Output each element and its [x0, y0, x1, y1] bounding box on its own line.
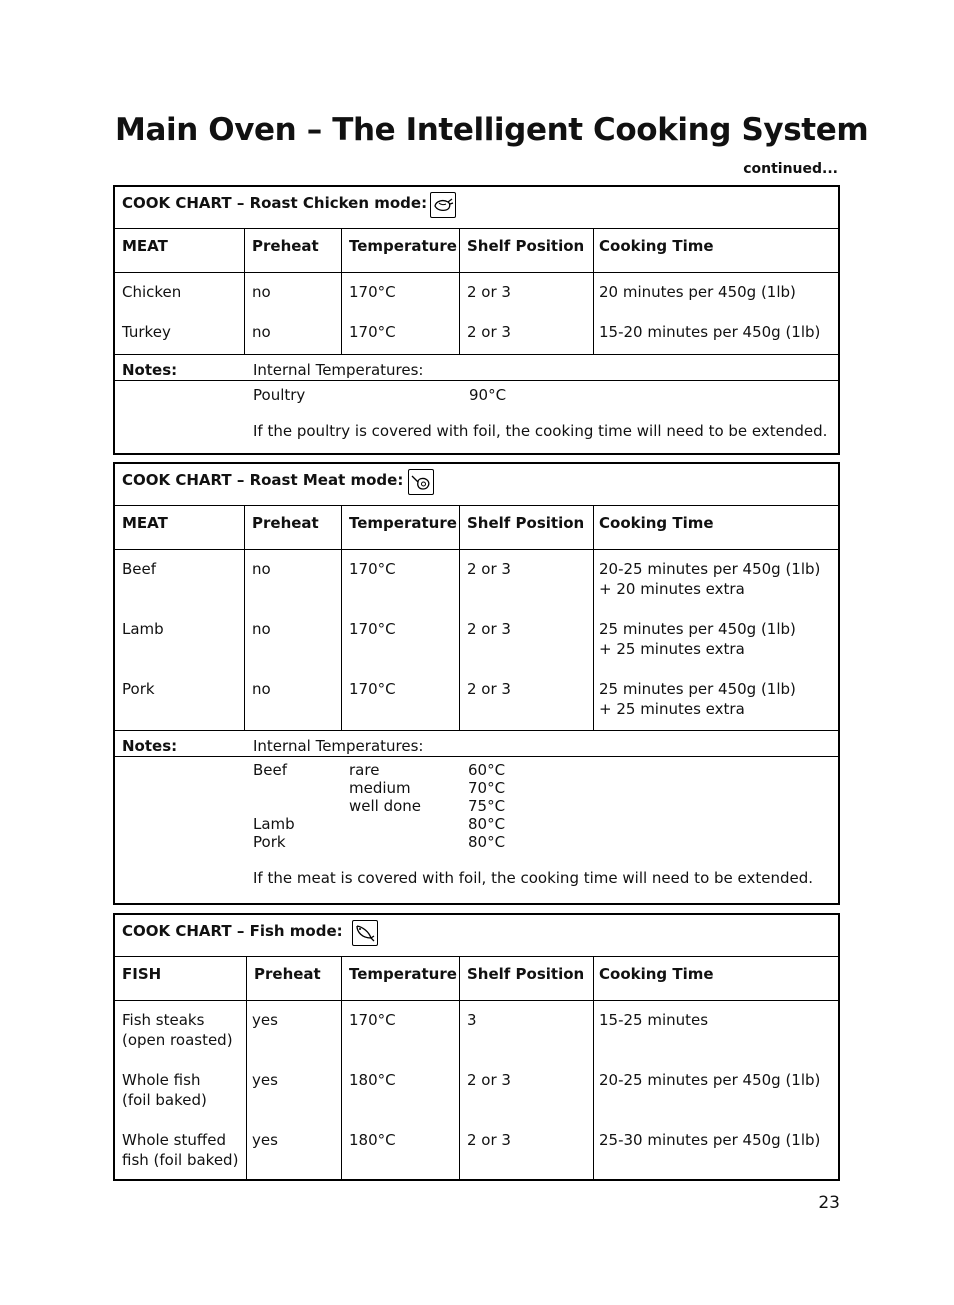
- table-cell: yes: [252, 1071, 278, 1089]
- notes-title: Internal Temperatures:: [253, 361, 424, 379]
- table-header-row: [115, 229, 838, 273]
- table-cell: no: [252, 680, 271, 698]
- beef-label: Beef: [253, 761, 288, 779]
- table-cell: (foil baked): [122, 1091, 207, 1109]
- table-body: [115, 1001, 838, 1181]
- table-cell: 3: [467, 1011, 477, 1029]
- doneness-well-done: well done: [349, 797, 422, 815]
- table-cell: + 20 minutes extra: [599, 580, 745, 598]
- beef-temp-medium: 70°C: [468, 779, 506, 797]
- header-preheat: Preheat: [245, 229, 342, 272]
- roast-meat-mode-icon: [408, 469, 434, 495]
- table-cell: 170°C: [349, 283, 396, 301]
- table-cell: 25 minutes per 450g (1lb): [599, 620, 796, 638]
- table-cell: 170°C: [349, 323, 396, 341]
- notes-body: [115, 381, 838, 453]
- table-cell: yes: [252, 1011, 278, 1029]
- table-cell: 15-20 minutes per 450g (1lb): [599, 323, 821, 341]
- table-cell: + 25 minutes extra: [599, 700, 745, 718]
- roast-meat-chart: [113, 462, 840, 905]
- notes-label: Notes:: [122, 737, 178, 755]
- poultry-temp: 90°C: [469, 386, 507, 404]
- table-cell: 170°C: [349, 560, 396, 578]
- table-cell: 180°C: [349, 1131, 396, 1149]
- table-cell: Beef: [122, 560, 157, 578]
- notes-title: Internal Temperatures:: [253, 737, 424, 755]
- roast-chicken-mode-icon: [430, 192, 456, 218]
- chart-title: COOK CHART – Fish mode:: [122, 922, 343, 940]
- table-body: [115, 550, 838, 730]
- header-fish: FISH: [115, 957, 247, 1000]
- doneness-medium: medium: [349, 779, 411, 797]
- table-cell: no: [252, 620, 271, 638]
- table-cell: Lamb: [122, 620, 164, 638]
- poultry-label: Poultry: [253, 386, 306, 404]
- header-preheat: Preheat: [247, 957, 342, 1000]
- fish-chart: [113, 913, 840, 1181]
- notes-header: [115, 354, 838, 381]
- table-cell: 2 or 3: [467, 680, 511, 698]
- header-shelf-position: Shelf Position: [460, 506, 594, 549]
- header-shelf-position: Shelf Position: [460, 957, 594, 1000]
- table-cell: Chicken: [122, 283, 182, 301]
- table-header-row: [115, 506, 838, 550]
- notes-body: [115, 757, 838, 887]
- table-cell: 20 minutes per 450g (1lb): [599, 283, 796, 301]
- continued-label: continued...: [743, 161, 838, 177]
- header-meat: MEAT: [115, 506, 245, 549]
- table-cell: 2 or 3: [467, 620, 511, 638]
- table-cell: 2 or 3: [467, 1131, 511, 1149]
- table-cell: 25-30 minutes per 450g (1lb): [599, 1131, 821, 1149]
- roast-chicken-chart: [113, 185, 840, 455]
- table-body: [115, 273, 838, 354]
- header-temperature: Temperature: [342, 506, 460, 549]
- table-cell: 20-25 minutes per 450g (1lb): [599, 1071, 821, 1089]
- table-cell: no: [252, 560, 271, 578]
- header-cooking-time: Cooking Time: [599, 965, 714, 983]
- table-cell: 20-25 minutes per 450g (1lb): [599, 560, 821, 578]
- table-cell: 25 minutes per 450g (1lb): [599, 680, 796, 698]
- header-shelf-position: Shelf Position: [460, 229, 594, 272]
- table-cell: Fish steaks: [122, 1011, 205, 1029]
- notes-header: [115, 730, 838, 757]
- table-cell: Pork: [122, 680, 155, 698]
- table-cell: Turkey: [122, 323, 171, 341]
- table-cell: 2 or 3: [467, 1071, 511, 1089]
- beef-temp-rare: 60°C: [468, 761, 506, 779]
- doneness-rare: rare: [349, 761, 380, 779]
- lamb-label: Lamb: [253, 815, 295, 833]
- chart-title: COOK CHART – Roast Meat mode:: [122, 471, 404, 489]
- table-cell: 15-25 minutes: [599, 1011, 709, 1029]
- header-preheat: Preheat: [245, 506, 342, 549]
- chart-title-row: [115, 464, 838, 506]
- foil-note: If the poultry is covered with foil, the cooking time will need to be extended.: [253, 422, 828, 440]
- beef-temp-well-done: 75°C: [468, 797, 506, 815]
- chart-title-row: [115, 915, 838, 957]
- fish-mode-icon: [352, 920, 378, 946]
- table-header-row: [115, 957, 838, 1001]
- table-cell: 180°C: [349, 1071, 396, 1089]
- chart-title: COOK CHART – Roast Chicken mode:: [122, 194, 428, 212]
- table-cell: no: [252, 323, 271, 341]
- table-cell: Whole stuffed: [122, 1131, 226, 1149]
- table-cell: no: [252, 283, 271, 301]
- pork-label: Pork: [253, 833, 286, 851]
- lamb-temp: 80°C: [468, 815, 506, 833]
- table-cell: 170°C: [349, 680, 396, 698]
- foil-note: If the meat is covered with foil, the cooking time will need to be extended.: [253, 869, 814, 887]
- table-cell: + 25 minutes extra: [599, 640, 745, 658]
- table-cell: 170°C: [349, 1011, 396, 1029]
- table-cell: fish (foil baked): [122, 1151, 239, 1169]
- chart-title-row: [115, 187, 838, 229]
- page-number: 23: [818, 1193, 840, 1213]
- header-temperature: Temperature: [342, 229, 460, 272]
- table-cell: yes: [252, 1131, 278, 1149]
- header-cooking-time: Cooking Time: [599, 514, 714, 532]
- header-temperature: Temperature: [342, 957, 460, 1000]
- notes-label: Notes:: [122, 361, 178, 379]
- table-cell: Whole fish: [122, 1071, 201, 1089]
- header-meat: MEAT: [115, 229, 245, 272]
- page-title: Main Oven – The Intelligent Cooking System: [115, 112, 869, 148]
- pork-temp: 80°C: [468, 833, 506, 851]
- table-cell: 170°C: [349, 620, 396, 638]
- table-cell: (open roasted): [122, 1031, 233, 1049]
- header-cooking-time: Cooking Time: [599, 237, 714, 255]
- table-cell: 2 or 3: [467, 323, 511, 341]
- table-cell: 2 or 3: [467, 560, 511, 578]
- table-cell: 2 or 3: [467, 283, 511, 301]
